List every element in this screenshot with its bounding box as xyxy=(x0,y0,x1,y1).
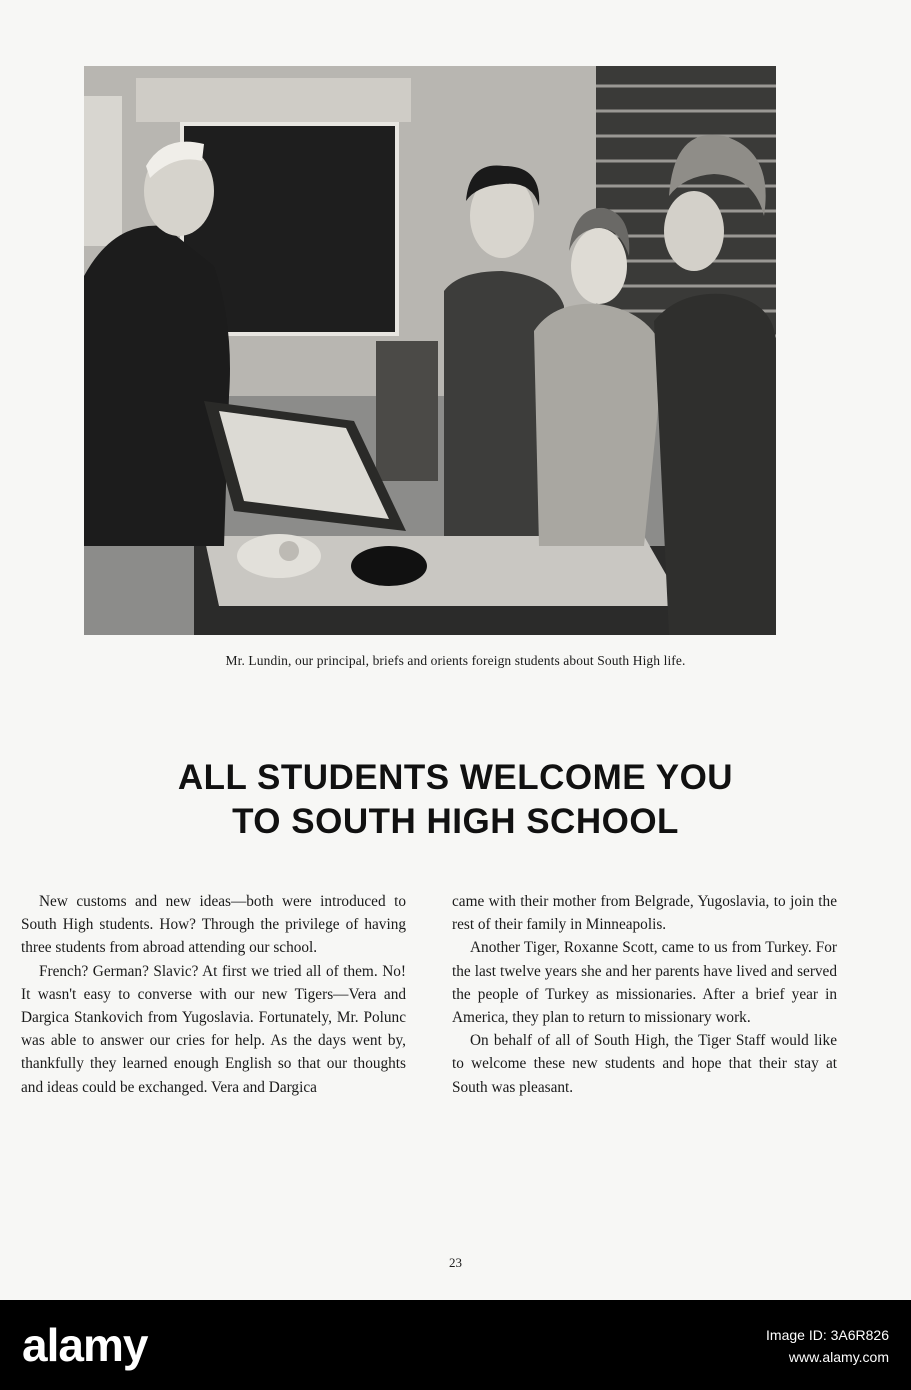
headline-line-1: ALL STUDENTS WELCOME YOU xyxy=(177,758,734,797)
body-paragraph: Another Tiger, Roxanne Scott, came to us from Turkey. For the last twelve years she and her parents have lived and served the people of Turkey as missionaries. After a brief year in America, they plan to return to missionary work. xyxy=(452,939,837,1027)
page-number: 23 xyxy=(449,1255,462,1270)
image-id-label: Image ID: 3A6R826 xyxy=(766,1327,889,1343)
alamy-logo: alamy xyxy=(22,1319,148,1371)
photo-caption: Mr. Lundin, our principal, briefs and orients foreign students about South High life. xyxy=(225,653,686,668)
body-paragraph: New customs and new ideas—both were introduced to South High students. How? Through the privilege of having three students from abroad attending our school. xyxy=(21,893,406,957)
photo-principal-students xyxy=(84,66,776,635)
site-url: www.alamy.com xyxy=(788,1349,889,1365)
body-paragraph: On behalf of all of South High, the Tiger Staff would like to welcome these new students and hope that their stay at South was pleasant. xyxy=(452,1032,837,1096)
stock-footer-bar xyxy=(0,1300,911,1390)
page-headline xyxy=(0,756,911,844)
body-paragraph: French? German? Slavic? At first we tried all of them. No! It wasn't easy to converse with our new Tigers—Vera and Dargica Stankovich from Yugoslavia. Fortunately, Mr. Polunc was able to answer our cries for help. As the days went by, thankfully they learned enough English so that our thoughts and ideas could be exchanged. Vera and Dargica xyxy=(21,962,406,1096)
headline-line-2: TO SOUTH HIGH SCHOOL xyxy=(232,802,679,841)
footer-info xyxy=(766,1324,889,1368)
photo-illustration xyxy=(84,66,776,635)
body-column-left xyxy=(21,890,406,1099)
body-column-right xyxy=(452,890,837,1099)
body-paragraph: came with their mother from Belgrade, Yugoslavia, to join the rest of their family in Minneapolis. xyxy=(452,893,837,934)
